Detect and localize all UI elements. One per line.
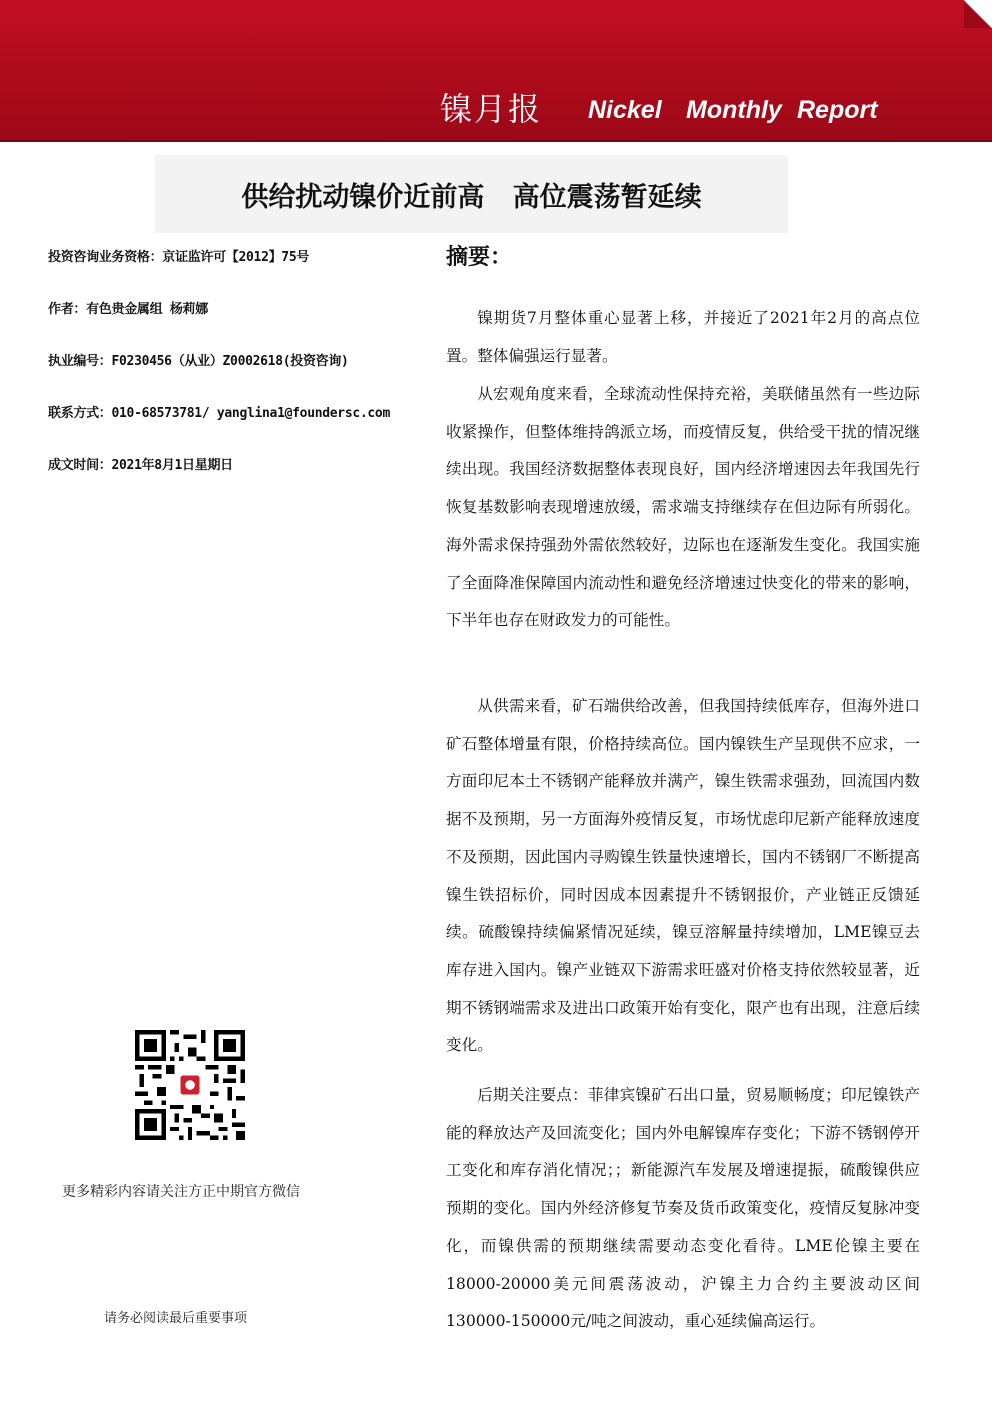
header-subtitle-word: Nickel: [588, 96, 662, 124]
date-line: 成文时间：2021年8月1日星期日: [48, 458, 233, 473]
page-corner-fold: [964, 0, 992, 28]
disclaimer-note: 请务必阅读最后重要事项: [104, 1311, 248, 1326]
header-subtitle-word: Report: [797, 96, 878, 124]
contact-line: 联系方式：010-68573781/ yanglina1@foundersc.com: [48, 406, 390, 421]
license-line: 投资咨询业务资格：京证监许可【2012】75号: [48, 250, 310, 265]
qr-code-icon: [135, 1030, 245, 1140]
header-band: [0, 0, 992, 142]
header-title: 镍月报: [440, 90, 543, 128]
qr-caption: 更多精彩内容请关注方正中期官方微信: [62, 1184, 300, 1200]
title-box: [155, 155, 788, 233]
cert-line: 执业编号：F0230456（从业）Z0002618(投资咨询): [48, 354, 349, 369]
summary-paragraph: 镍期货7月整体重心显著上移，并接近了2021年2月的高点位置。整体偏强运行显著。: [446, 309, 920, 365]
summary-paragraph: 从供需来看，矿石端供给改善，但我国持续低库存，但海外进口矿石整体增量有限，价格持续高位。国内镍铁生产呈现供不应求，一方面印尼本土不锈钢产能释放并满产，镍生铁需求强劲，回流国内数据不及预期，另一方面海外疫情反复，市场忧虑印尼新产能释放速度不及预期，因此国内寻购镍生铁量快速增长，国内不锈钢厂不断提高镍生铁招标价，同时因成本因素提升不锈钢报价，产业链正反馈延续。硫酸镍持续偏紧情况延续，镍豆溶解量持续增加，LME镍豆去库存进入国内。镍产业链双下游需求旺盛对价格支持依然较显著，近期不锈钢端需求及进出口政策开始有变化，限产也有出现，注意后续变化。: [446, 697, 920, 1055]
header-subtitle-word: Monthly: [686, 96, 782, 124]
report-title: 供给扰动镍价近前高 高位震荡暂延续: [241, 181, 702, 213]
summary-paragraph: 从宏观角度来看，全球流动性保持充裕，美联储虽然有一些边际收紧操作，但整体维持鸽派立场，而疫情反复，供给受干扰的情况继续出现。我国经济数据整体表现良好，国内经济增速因去年我国先行恢复基数影响表现增速放缓，需求端支持继续存在但边际有所弱化。海外需求保持强劲外需依然较好，边际也在逐渐发生变化。我国实施了全面降准保障国内流动性和避免经济增速过快变化的带来的影响，下半年也存在财政发力的可能性。: [446, 385, 920, 630]
summary-paragraph: 后期关注要点：菲律宾镍矿石出口量，贸易顺畅度；印尼镍铁产能的释放达产及回流变化；国内外电解镍库存变化；下游不锈钢停开工变化和库存消化情况；；新能源汽车发展及增速提振，硫酸镍供应预期的变化。国内外经济修复节奏及货币政策变化，疫情反复脉冲变化，而镍供需的预期继续需要动态变化看待。LME伦镍主要在18000-20000美元间震荡波动，沪镍主力合约主要波动区间130000-150000元/吨之间波动，重心延续偏高运行。: [446, 1086, 920, 1331]
summary-heading: 摘要：: [446, 245, 513, 270]
author-line: 作者：有色贵金属组 杨莉娜: [48, 302, 208, 317]
